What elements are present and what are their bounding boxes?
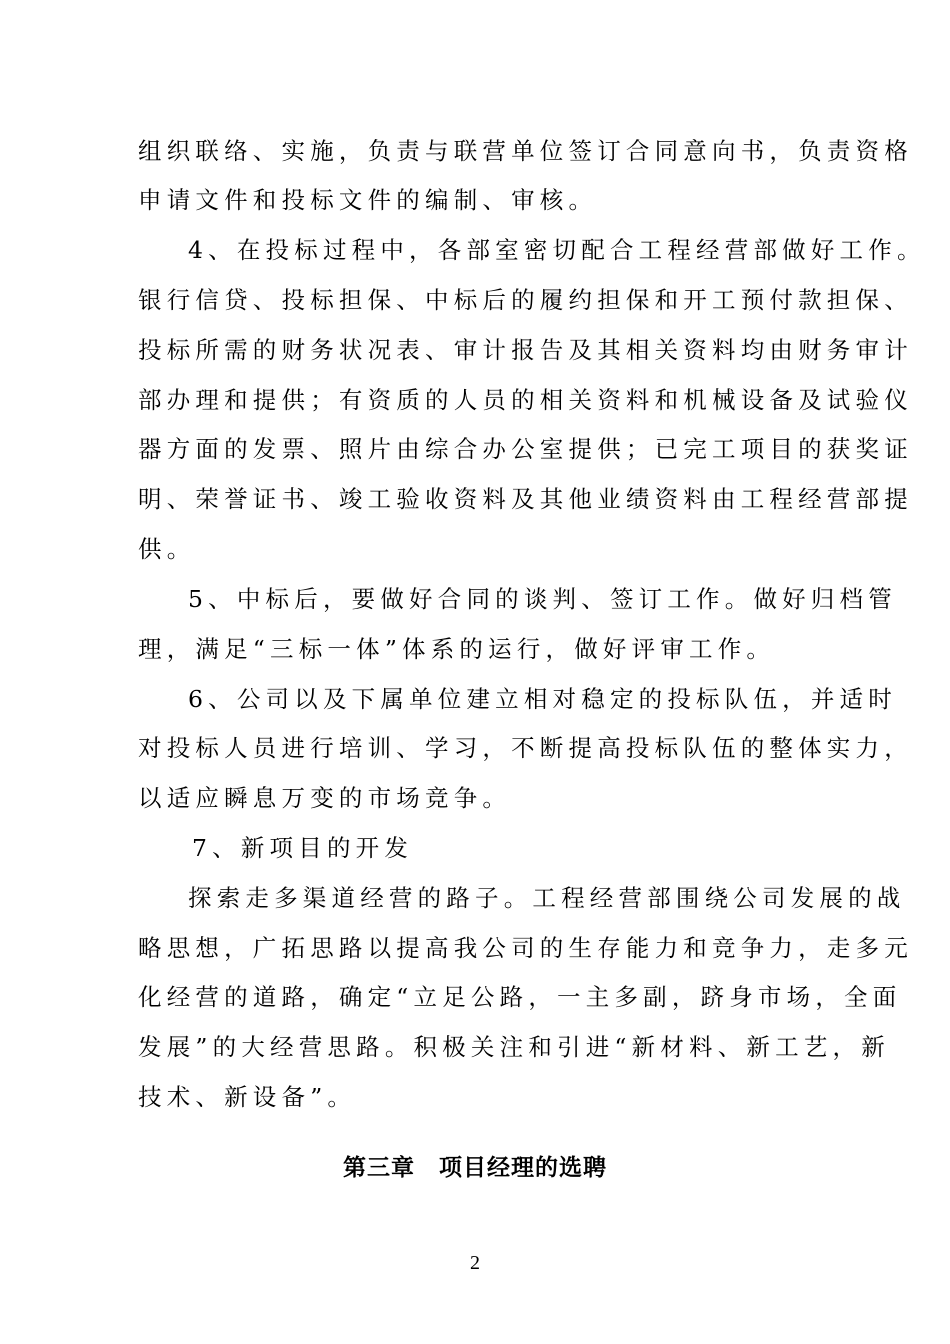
paragraph-line: 探索走多渠道经营的路子。工程经营部围绕公司发展的战 bbox=[188, 884, 906, 912]
paragraph-line: 银行信贷、投标担保、中标后的履约担保和开工预付款担保、 bbox=[138, 286, 913, 314]
paragraph-line: 技术、新设备”。 bbox=[138, 1083, 357, 1111]
paragraph-line: 申请文件和投标文件的编制、审核。 bbox=[138, 186, 598, 214]
paragraph-line: 供。 bbox=[138, 535, 196, 563]
paragraph-line: 器方面的发票、照片由综合办公室提供；已完工项目的获奖证 bbox=[138, 435, 913, 463]
paragraph-line: 明、荣誉证书、竣工验收资料及其他业绩资料由工程经营部提 bbox=[138, 485, 913, 513]
chapter-heading: 第三章 项目经理的选聘 bbox=[343, 1155, 607, 1181]
paragraph-line: 投标所需的财务状况表、审计报告及其相关资料均由财务审计 bbox=[138, 336, 913, 364]
paragraph-line: 以适应瞬息万变的市场竞争。 bbox=[138, 784, 512, 812]
paragraph-line: 对投标人员进行培训、学习，不断提高投标队伍的整体实力， bbox=[138, 734, 913, 762]
paragraph-line: 组织联络、实施，负责与联营单位签订合同意向书，负责资格 bbox=[138, 137, 913, 165]
paragraph-line: 4、在投标过程中，各部室密切配合工程经营部做好工作。 bbox=[188, 236, 926, 264]
paragraph-line: 6、公司以及下属单位建立相对稳定的投标队伍，并适时 bbox=[188, 685, 897, 713]
paragraph-line: 理，满足“三标一体”体系的运行，做好评审工作。 bbox=[138, 635, 776, 663]
section-subtitle: 7、新项目的开发 bbox=[192, 834, 414, 862]
paragraph-line: 5、中标后，要做好合同的谈判、签订工作。做好归档管 bbox=[188, 585, 897, 613]
page-number: 2 bbox=[470, 1252, 480, 1274]
paragraph-line: 略思想，广拓思路以提高我公司的生存能力和竞争力，走多元 bbox=[138, 934, 913, 962]
paragraph-line: 发展”的大经营思路。积极关注和引进“新材料、新工艺，新 bbox=[138, 1033, 890, 1061]
paragraph-line: 化经营的道路，确定“立足公路，一主多副，跻身市场，全面 bbox=[138, 983, 902, 1011]
paragraph-line: 部办理和提供；有资质的人员的相关资料和机械设备及试验仪 bbox=[138, 386, 913, 414]
